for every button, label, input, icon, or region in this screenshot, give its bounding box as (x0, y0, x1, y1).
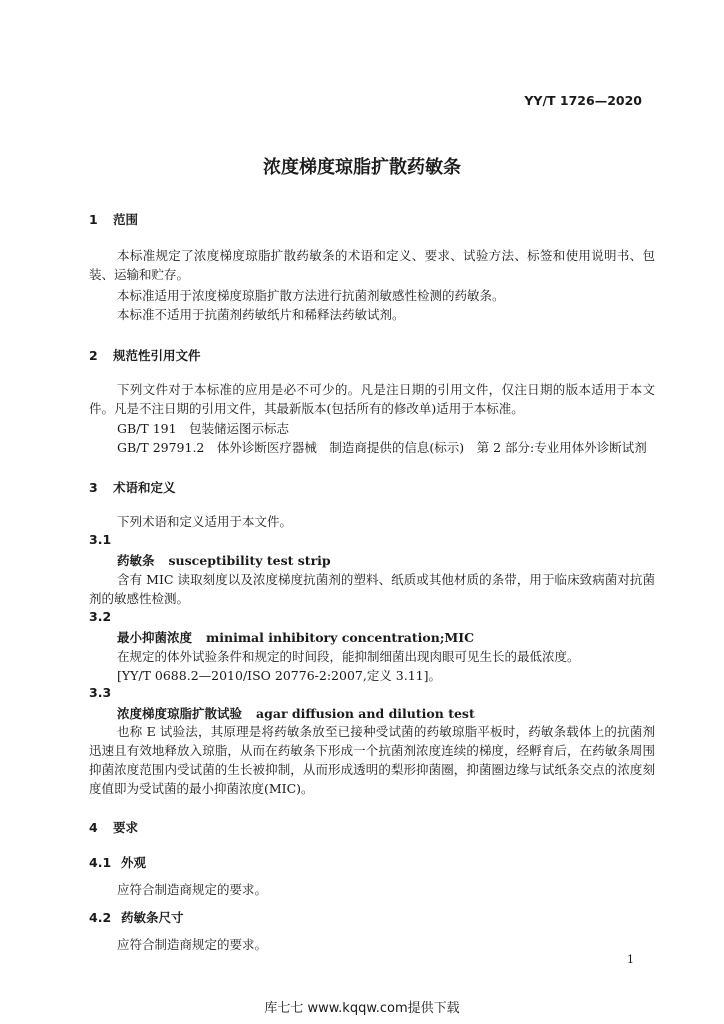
term-3-1-heading (117, 551, 331, 569)
scope-paragraph-1: 本标准规定了浓度梯度琼脂扩散药敏条的术语和定义、要求、试验方法、标签和使用说明书、包装、运输和贮存。 (89, 248, 655, 282)
term-3-3-number: 3.3 (89, 685, 112, 700)
section-title: 范围 (113, 212, 139, 227)
subsection-4-2-text: 应符合制造商规定的要求。 (117, 937, 268, 952)
term-3-2-source: [YY/T 0688.2—2010/ISO 20776-2:2007,定义 3.11]。 (117, 668, 442, 683)
section-number: 1 (89, 212, 98, 227)
normative-refs-paragraph: 下列文件对于本标准的应用是必不可少的。凡是注日期的引用文件，仅注日期的版本适用于本文件。凡是不注日期的引用文件，其最新版本(包括所有的修改单)适用于本标准。 (89, 382, 655, 416)
subsection-4-1-heading (89, 853, 146, 871)
subsection-4-1-text: 应符合制造商规定的要求。 (117, 882, 268, 897)
document-title: 浓度梯度琼脂扩散药敏条 (263, 157, 461, 178)
term-3-2-heading (117, 628, 474, 646)
term-3-2-definition: 在规定的体外试验条件和规定的时间段，能抑制细菌出现肉眼可见生长的最低浓度。 (117, 649, 580, 664)
section-title: 要求 (113, 820, 139, 835)
scope-paragraph-3: 本标准不适用于抗菌剂药敏纸片和稀释法药敏试剂。 (117, 307, 405, 322)
term-en: agar diffusion and dilution test (256, 706, 475, 721)
term-3-3-definition: 也称 E 试验法，其原理是将药敏条放至已接种受试菌的药敏琼脂平板时，药敏条载体上的抗菌剂迅速且有效地释放入琼脂，从而在药敏条下形成一个抗菌剂浓度连续的梯度，经孵育后，在药敏条周围抑菌浓度范围内受试菌的生长被抑制，从而形成透明的梨形抑菌圈，抑菌圈边缘与试纸条交点的浓度刻度值即为受试菌的最小抑菌浓度(MIC)。 (89, 724, 655, 796)
section-number: 4 (89, 820, 98, 835)
standard-number: YY/T 1726—2020 (524, 93, 642, 108)
section-number: 2 (89, 348, 98, 363)
scope-paragraph-2: 本标准适用于浓度梯度琼脂扩散方法进行抗菌剂敏感性检测的药敏条。 (117, 288, 505, 303)
term-3-3-heading (117, 704, 475, 722)
subsection-number: 4.2 (89, 910, 112, 925)
term-cn: 最小抑菌浓度 (117, 630, 193, 645)
subsection-number: 4.1 (89, 855, 112, 870)
section-3-heading (89, 478, 176, 496)
term-cn: 浓度梯度琼脂扩散试验 (117, 706, 243, 721)
term-en: minimal inhibitory concentration;MIC (206, 630, 475, 645)
section-2-heading (89, 346, 201, 364)
term-cn: 药敏条 (117, 553, 155, 568)
section-title: 术语和定义 (113, 480, 176, 495)
reference-gbt-191: GB/T 191 包装储运图示标志 (117, 421, 290, 436)
term-3-1-definition: 含有 MIC 读取刻度以及浓度梯度抗菌剂的塑料、纸质或其他材质的条带，用于临床致病菌对抗菌剂的敏感性检测。 (89, 572, 655, 606)
section-4-heading (89, 818, 138, 836)
reference-gbt-29791-2: GB/T 29791.2 体外诊断医疗器械 制造商提供的信息(标示) 第 2 部分:专业用体外诊断试剂 (117, 440, 647, 455)
subsection-title: 外观 (121, 855, 147, 870)
download-footer: 库七七 www.kqqw.com提供下载 (264, 1001, 460, 1016)
section-title: 规范性引用文件 (113, 348, 201, 363)
term-en: susceptibility test strip (168, 553, 331, 568)
subsection-4-2-heading (89, 908, 184, 926)
term-3-1-number: 3.1 (89, 532, 112, 547)
section-1-heading (89, 210, 138, 228)
page-number: 1 (627, 953, 634, 966)
terms-intro: 下列术语和定义适用于本文件。 (117, 514, 293, 529)
term-3-2-number: 3.2 (89, 609, 112, 624)
section-number: 3 (89, 480, 98, 495)
subsection-title: 药敏条尺寸 (121, 910, 184, 925)
